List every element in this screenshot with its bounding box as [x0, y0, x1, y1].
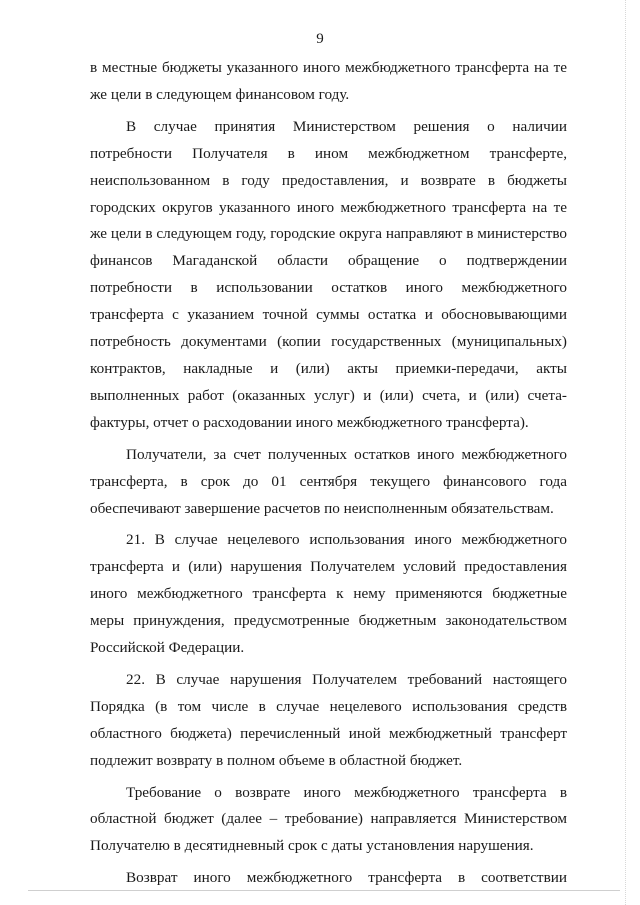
paragraph-unused-transfer-request: В случае принятия Министерством решения о наличии потребности Получателя в ином межбюджетном трансферте, неиспользованном в году предоставления, и возврате в бюджеты городских округов указанного иного межбюджетного трансферта на те же цели в следующем году, городские округа направляют в министерство финансов Магаданской области обращение о подтверждении потребности в использовании остатков иного межбюджетного трансферта с указанием точной суммы остатка и обосновывающими потребность документами (копии государственных (муниципальных) контрактов, накладные и (или) акты приемки-передачи, акты выполненных работ (оказанных услуг) и (или) счета, и (или) счета-фактуры, отчет о расходовании иного межбюджетного трансферта).: [90, 117, 567, 431]
paragraph-refund-start: Возврат иного межбюджетного трансферта в соответствии: [126, 869, 567, 887]
paragraph-refund-requirement: Требование о возврате иного межбюджетного трансферта в областной бюджет (далее – требование) направляется Министерством Получателю в десятидневный срок с даты установления нарушения.: [90, 783, 567, 855]
document-body: [90, 55, 567, 892]
scan-bottom-edge: [28, 890, 620, 891]
scan-edge-marks: [624, 0, 626, 905]
page-number: 9: [316, 31, 324, 47]
paragraph-settlement-deadline: Получатели, за счет полученных остатков иного межбюджетного трансферта, в срок до 01 сентября текущего финансового года обеспечивают завершение расчетов по неисполненным обязательствам.: [90, 445, 567, 517]
paragraph-clause-21: 21. В случае нецелевого использования иного межбюджетного трансферта и (или) нарушения Получателем условий предоставления иного межбюджетного трансферта к нему применяются бюджетные меры принуждения, предусмотренные бюджетным законодательством Российской Федерации.: [90, 531, 567, 657]
paragraph-continuation: в местные бюджеты указанного иного межбюджетного трансферта на те же цели в следующем финансовом году.: [90, 59, 567, 103]
paragraph-clause-22: 22. В случае нарушения Получателем требований настоящего Порядка (в том числе в случае нецелевого использования средств областного бюджета) перечисленный иной межбюджетный трансферт подлежит возврату в полном объеме в областной бюджет.: [90, 670, 567, 769]
